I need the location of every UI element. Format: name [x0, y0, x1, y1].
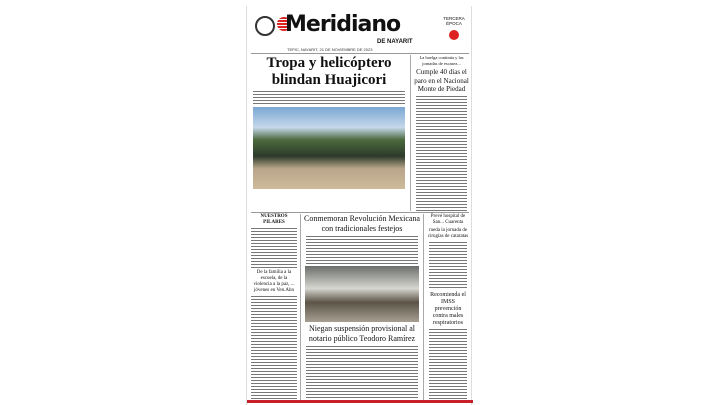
date-line: TEPIC, NAYARIT, 21 DE NOVIEMBRE DE 2023: [287, 47, 373, 52]
newspaper-page: [246, 6, 472, 405]
price-badge-icon: [449, 30, 459, 40]
right-bottom-headline-2: Recomienda el IMSS prevención contra males respiratorios: [430, 292, 466, 326]
center-column: [304, 214, 420, 400]
masthead: [247, 6, 473, 54]
edition-label: TERCERA ÉPOCA: [443, 16, 465, 26]
right-headline: Cumple 40 días el paro en el Nacional Monte de Piedad: [414, 68, 469, 93]
left-headline: De la familia a la escuela, de la violencia a la paz, ... jóvenes en Ven.Ahn: [253, 270, 295, 293]
right-body: [416, 96, 467, 212]
parade-photo: [305, 266, 419, 322]
center-headline-1: Conmemoran Revolución Mexicana con tradicionales festejos: [304, 214, 420, 233]
footer-bar: [247, 400, 473, 403]
right-bottom-column: [427, 214, 469, 400]
right-kicker: La huelga continúa y las jornadas de escasez...: [419, 55, 464, 66]
anniversary-badge-icon: [255, 16, 275, 36]
left-column: [251, 214, 297, 400]
masthead-subtitle: DE NAYARIT: [377, 39, 413, 45]
right-bottom-kicker: Prevé hospital de San... Cuarenta: [430, 214, 466, 225]
lead-headline: Tropa y helicóptero blindan Huajicori: [266, 55, 392, 88]
top-section: [251, 55, 469, 211]
lead-column: [251, 55, 407, 211]
lead-photo: [253, 107, 405, 189]
masthead-title: Meridiano: [285, 12, 401, 37]
center-headline-2: Niegan suspensión provisional al notario público Teodoro Ramírez: [308, 324, 416, 343]
lead-body: [253, 91, 405, 105]
right-bottom-headline-1: rueda la jornada de cirugías de cataratas: [427, 228, 469, 239]
right-top-column: [414, 55, 469, 211]
bottom-section: [251, 214, 469, 400]
left-kicker: NUESTROS PILARES: [260, 214, 288, 225]
